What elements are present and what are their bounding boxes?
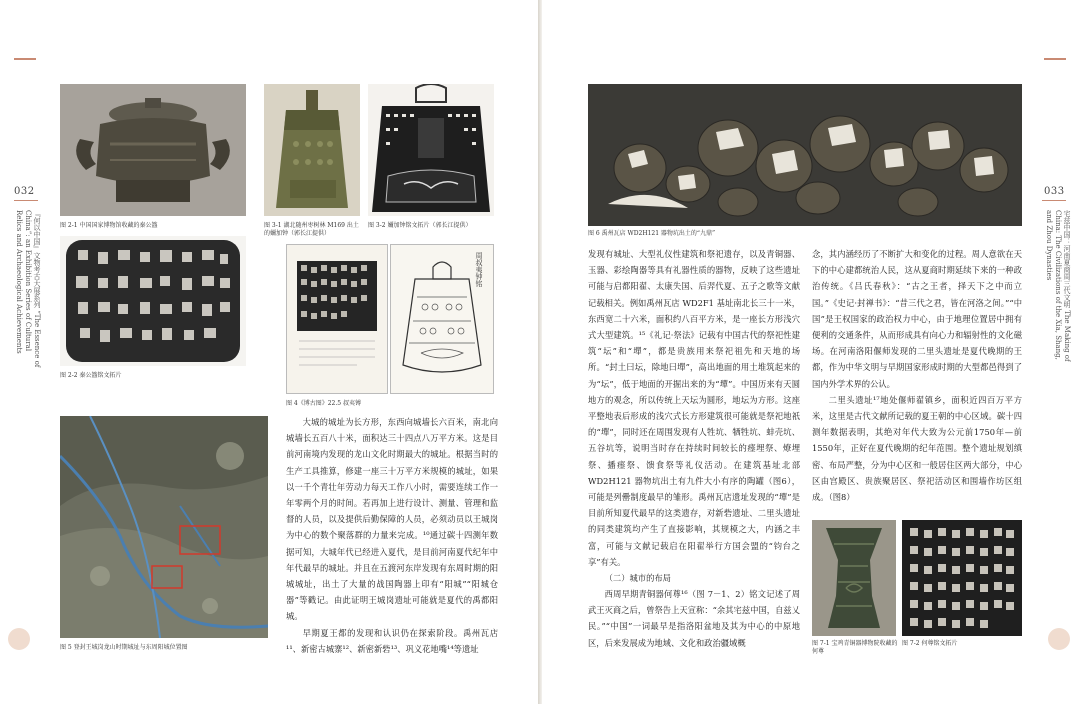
fig7-2-he-zun-inscription-rubbing (902, 520, 1022, 636)
left-body-text (286, 414, 498, 657)
fig3-2-bell-rubbing (368, 84, 494, 216)
fig6-caption: 图 6 禹州瓦店 WD2H121 器物坑出土的“九鼎” (588, 230, 716, 237)
fig2-1-caption: 图 2-1 中国国家博物馆收藏的秦公簋 (60, 222, 158, 229)
right-number-rule (1042, 200, 1066, 201)
fig2-2-inscription-rubbing (60, 236, 246, 366)
right-running-title: 宅兹中国：河南夏商周三代文明 The Making of China: The Civilizations of the Xia, Shang, and Zhou Dynasties (1045, 210, 1071, 362)
fig4-bogutu-label: 周叔夷钟铭 (475, 252, 483, 287)
right-col1-paragraph-1: 发现有城址、大型礼仪性建筑和祭祀遗存，以及青铜器、玉器、彩绘陶器等具有礼器性质的器物，反映了这些遗址可能与启都阳翟、太康失国、后羿代夏、五子之歌等文献记载相关。例如禹州瓦店 WD2F1 基址南北长三十一米，东西宽二十六米，面积约八百平方米，是一座长方形浅穴式大型建筑。¹⁵《礼记·祭法》记载有中国古代的祭祀性建筑“坛”和“墠”，都是贵族用来祭祀祖先和天地的场所。“封土曰坛，除地曰墠”，高出地面的用土堆筑起来的为“坛”，低于地面的开掘出来的为“墠”。中国历来有天圆地方的观念，所以传统上天坛为圆形，地坛为方形。这座平整地表后形成的浅穴式长方形建筑很可能就是祭祀地祇的“墠”，同时还在周围发现有人牲坑、牺牲坑、蚌壳坑、五谷坑等，说明当时存在持续时间较长的瘗埋祭、燎埋祭、播瘗祭、馈食祭等礼仪活动。在建筑基址北部 WD2H121 器物坑出土有九件大小有序的陶罐（图6），可能是列罍制度最早的雏形。禹州瓦店遗址发现的“墠”是目前所知夏代最早的这类遗存，对新砦遗址、二里头遗址的同类建筑均产生了直接影响，其规模之大，内涵之丰富，可能与文献记载启在阳翟举行方国会盟的“钧台之享”有关。 (588, 249, 800, 567)
right-col2-paragraph-2: 二里头遗址¹⁷地处偃师翟镇乡，面积近四百万平方米，这里是古代文献所记载的夏王朝的中心区域。碳十四测年数据表明，其绝对年代大致为公元前1750年—前1550年，正好在夏代晚期的纪年范围。整个遗址规划缜密、布局严整，分为中心区和一般居住区两大部分，中心区由宫殿区、贵族聚居区、祭祀活动区和围墙作坊区组成。（图8） (812, 394, 1022, 503)
left-lotus-ornament (8, 628, 30, 650)
right-column-2-text (812, 246, 1022, 505)
fig3-1-bronze-bell-photo (264, 84, 360, 216)
left-number-rule (14, 200, 38, 201)
right-lotus-ornament (1048, 628, 1070, 650)
fig4-caption: 图 4《博古图》22.5 叔夷镈 (286, 400, 361, 407)
right-column-1-text (588, 246, 800, 651)
fig2-2-caption: 图 2-2 秦公簋铭文拓片 (60, 372, 122, 379)
right-col1-paragraph-2: 西周早期青铜器何尊¹⁶（图 7－1、2）铭文记述了周武王灭商之后，曾祭告上天宣称：“余其宅兹中国，自兹乂民。”“中国”一词最早是指洛阳盆地及其为中心的中原地区，后来发展成为地域、文化和政治疆域概 (588, 589, 800, 648)
right-page-number: 033 (1044, 186, 1065, 197)
left-page-number: 032 (14, 186, 35, 197)
fig5-site-location-map (60, 416, 268, 638)
fig7-1-he-zun-photo (812, 520, 896, 636)
left-running-title: 『何以中国』文物考古大展系列 “The Essence of China”: an Exhibition Series of Cultural Relics and Archaeological Achievements (15, 210, 41, 368)
right-col2-paragraph-1: 念，其内涵经历了不断扩大和变化的过程。周人意欲在天下的中心建都统治人民，这从夏商时期延续下来的一种政治传统。《吕氏春秋》：“古之王者，择天下之中而立国。”《史记·封禅书》：“昔三代之君，皆在河洛之间。”“中国”是王权国家的政治权力中心，由于地理位置居中拥有便利的交通条件，从而形成具有向心力和辐射性的文化磁场。在河南洛阳偃师发现的二里头遗址是夏代晚期的王都，作为中华文明与早期国家形成时期的大型都邑得到了国内外学术界的公认。 (812, 249, 1022, 389)
fig3-1-caption: 图 3-1 湖北随州枣树林 M169 出土的嬭加钟（郭长江提供） (264, 222, 359, 237)
fig2-1-bronze-gui-photo (60, 84, 246, 216)
left-paragraph-1: 大城的城址为长方形，东西向城墙长六百米，南北向城墙长五百八十米，面积达三十四点八万平方米。这是目前河南境内发现的龙山文化时期最大的城址。根据当时的生产工具推算，修建一座三十万平方米规模的城址，如果以一千个青壮年劳动力每天工作八小时，需要连续工作一年零两个月的时间。若再加上进行设计、测量、管理和监督的人员，以及提供后勤保障的人员，必须动员以王城岗为中心的数个聚落群的力量来完成。¹⁰通过碳十四测年数据可知，大城年代已经进入夏代，是目前河南夏代纪年中年代最早的城址。并且在五渡河东岸发现有东周时期的阳城城址，出土了大量的战国陶器上印有“阳城”“阳城仓器”等戳记。由此证明王城岗遗址可能就是夏代的禹都阳城。 (286, 417, 498, 622)
left-top-rule (14, 58, 36, 60)
fig6-pottery-vessels-photo (588, 84, 1022, 226)
fig5-caption: 图 5 登封王城岗龙山时期城址与东周阳城位置图 (60, 644, 188, 651)
left-paragraph-2: 早期夏王都的发现和认识仍在探索阶段。禹州瓦店¹¹、新密古城寨¹²、新密新砦¹³、巩义花地嘴¹⁴等遗址 (286, 627, 498, 654)
fig7-2-caption: 图 7-2 何尊铭文拓片 (902, 640, 958, 647)
section-subheading: （二）城市的布局 (604, 573, 671, 584)
fig7-1-caption: 图 7-1 宝鸡青铜器博物院收藏的何尊 (812, 640, 898, 655)
fig3-2-caption: 图 3-2 嬭加钟铭文拓片（郭长江提供） (368, 222, 472, 229)
book-spine (538, 0, 542, 704)
fig4-bogutu-inscription-plate (286, 244, 388, 394)
right-top-rule (1044, 58, 1066, 60)
